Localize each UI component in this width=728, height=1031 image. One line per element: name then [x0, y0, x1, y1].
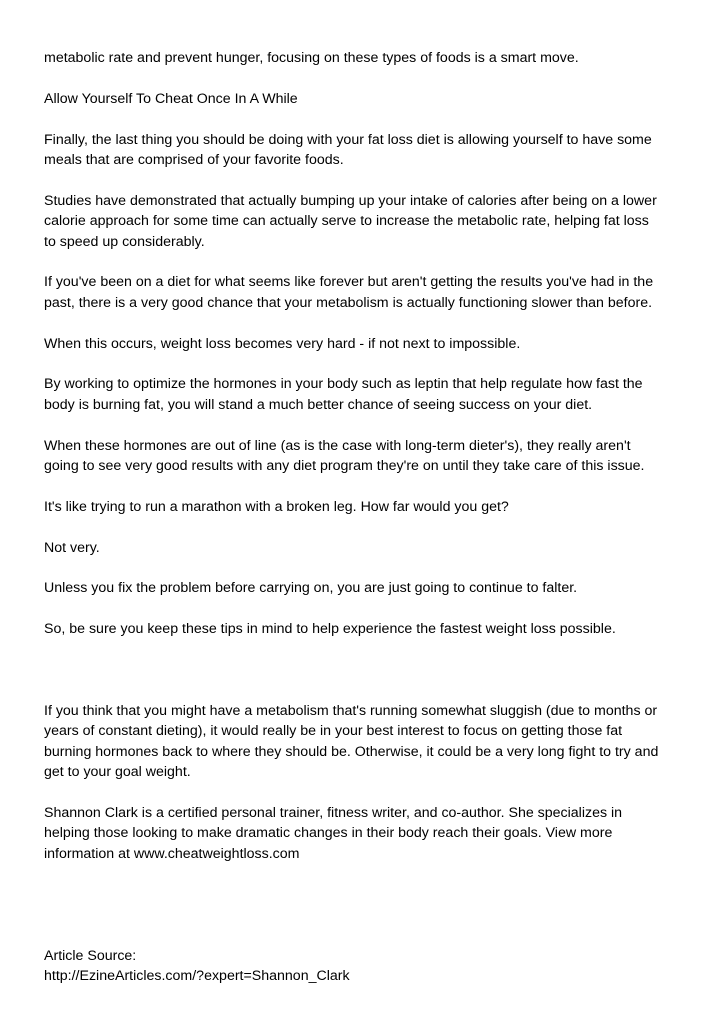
paragraph-author-bio: [44, 803, 694, 864]
text-line: years of constant dieting), it would really be in your best interest to focus on getting those fat: [44, 723, 623, 740]
text-line: So, be sure you keep these tips in mind to help experience the fastest weight loss possible.: [44, 621, 616, 638]
text-line: meals that are comprised of your favorite foods.: [44, 152, 344, 168]
text-line: If you've been on a diet for what seems like forever but aren't getting the results you've had in the: [44, 274, 654, 291]
spacer: [44, 884, 694, 945]
text-line: Finally, the last thing you should be doing with your fat loss diet is allowing yourself to have some: [44, 131, 652, 148]
article-source: [44, 946, 694, 987]
text-line: Allow Yourself To Cheat Once In A While: [44, 90, 298, 107]
article-source-url: http://EzineArticles.com/?expert=Shannon_Clark: [44, 968, 350, 985]
text-line: past, there is a very good chance that your metabolism is actually functioning slower than before.: [44, 294, 653, 311]
paragraph-metabolic-rate: [44, 48, 694, 68]
paragraph-studies: [44, 191, 694, 252]
text-line: By working to optimize the hormones in your body such as leptin that help regulate how fast the: [44, 376, 643, 393]
text-line: Shannon Clark is a certified personal trainer, fitness writer, and co-author. She specializes in: [44, 804, 623, 821]
paragraph-hormones: [44, 374, 694, 415]
paragraph-out-of-line: [44, 436, 694, 477]
text-line: get to your goal weight.: [44, 764, 191, 781]
paragraph-not-very: [44, 538, 694, 558]
paragraph-unless: [44, 578, 694, 598]
text-line: metabolic rate and prevent hunger, focusing on these types of foods is a smart move.: [44, 50, 579, 66]
document-page: [44, 48, 694, 1007]
paragraph-weight-loss-hard: [44, 334, 694, 354]
paragraph-diet-forever: [44, 272, 694, 313]
text-line: burning hormones back to where they should be. Otherwise, it could be a very long fight to try and: [44, 743, 659, 760]
paragraph-sluggish: [44, 701, 694, 783]
text-line: going to see very good results with any diet program they're on until they take care of this issue.: [44, 458, 645, 475]
text-line: calorie approach for some time can actually serve to increase the metabolic rate, helping fat loss: [44, 213, 649, 230]
text-line: If you think that you might have a metabolism that's running somewhat sluggish (due to months or: [44, 702, 658, 719]
text-line: Not very.: [44, 539, 100, 556]
text-line: When this occurs, weight loss becomes very hard - if not next to impossible.: [44, 335, 521, 352]
text-line: Unless you fix the problem before carrying on, you are just going to continue to falter.: [44, 580, 578, 597]
article-source-label: Article Source:: [44, 947, 137, 964]
section-heading-cheat: [44, 89, 694, 109]
text-line: Studies have demonstrated that actually bumping up your intake of calories after being on a lower: [44, 192, 657, 209]
text-line: body is burning fat, you will stand a much better chance of seeing success on your diet.: [44, 396, 593, 413]
text-line: When these hormones are out of line (as is the case with long-term dieter's), they really aren't: [44, 437, 631, 454]
text-line: helping those looking to make dramatic changes in their body reach their goals. View more: [44, 825, 613, 842]
text-line: information at www.cheatweightloss.com: [44, 845, 300, 862]
paragraph-finally: [44, 130, 694, 171]
text-line: It's like trying to run a marathon with a broken leg. How far would you get?: [44, 498, 509, 515]
paragraph-marathon: [44, 497, 694, 517]
spacer: [44, 660, 694, 701]
paragraph-tips: [44, 619, 694, 639]
text-line: to speed up considerably.: [44, 233, 205, 250]
